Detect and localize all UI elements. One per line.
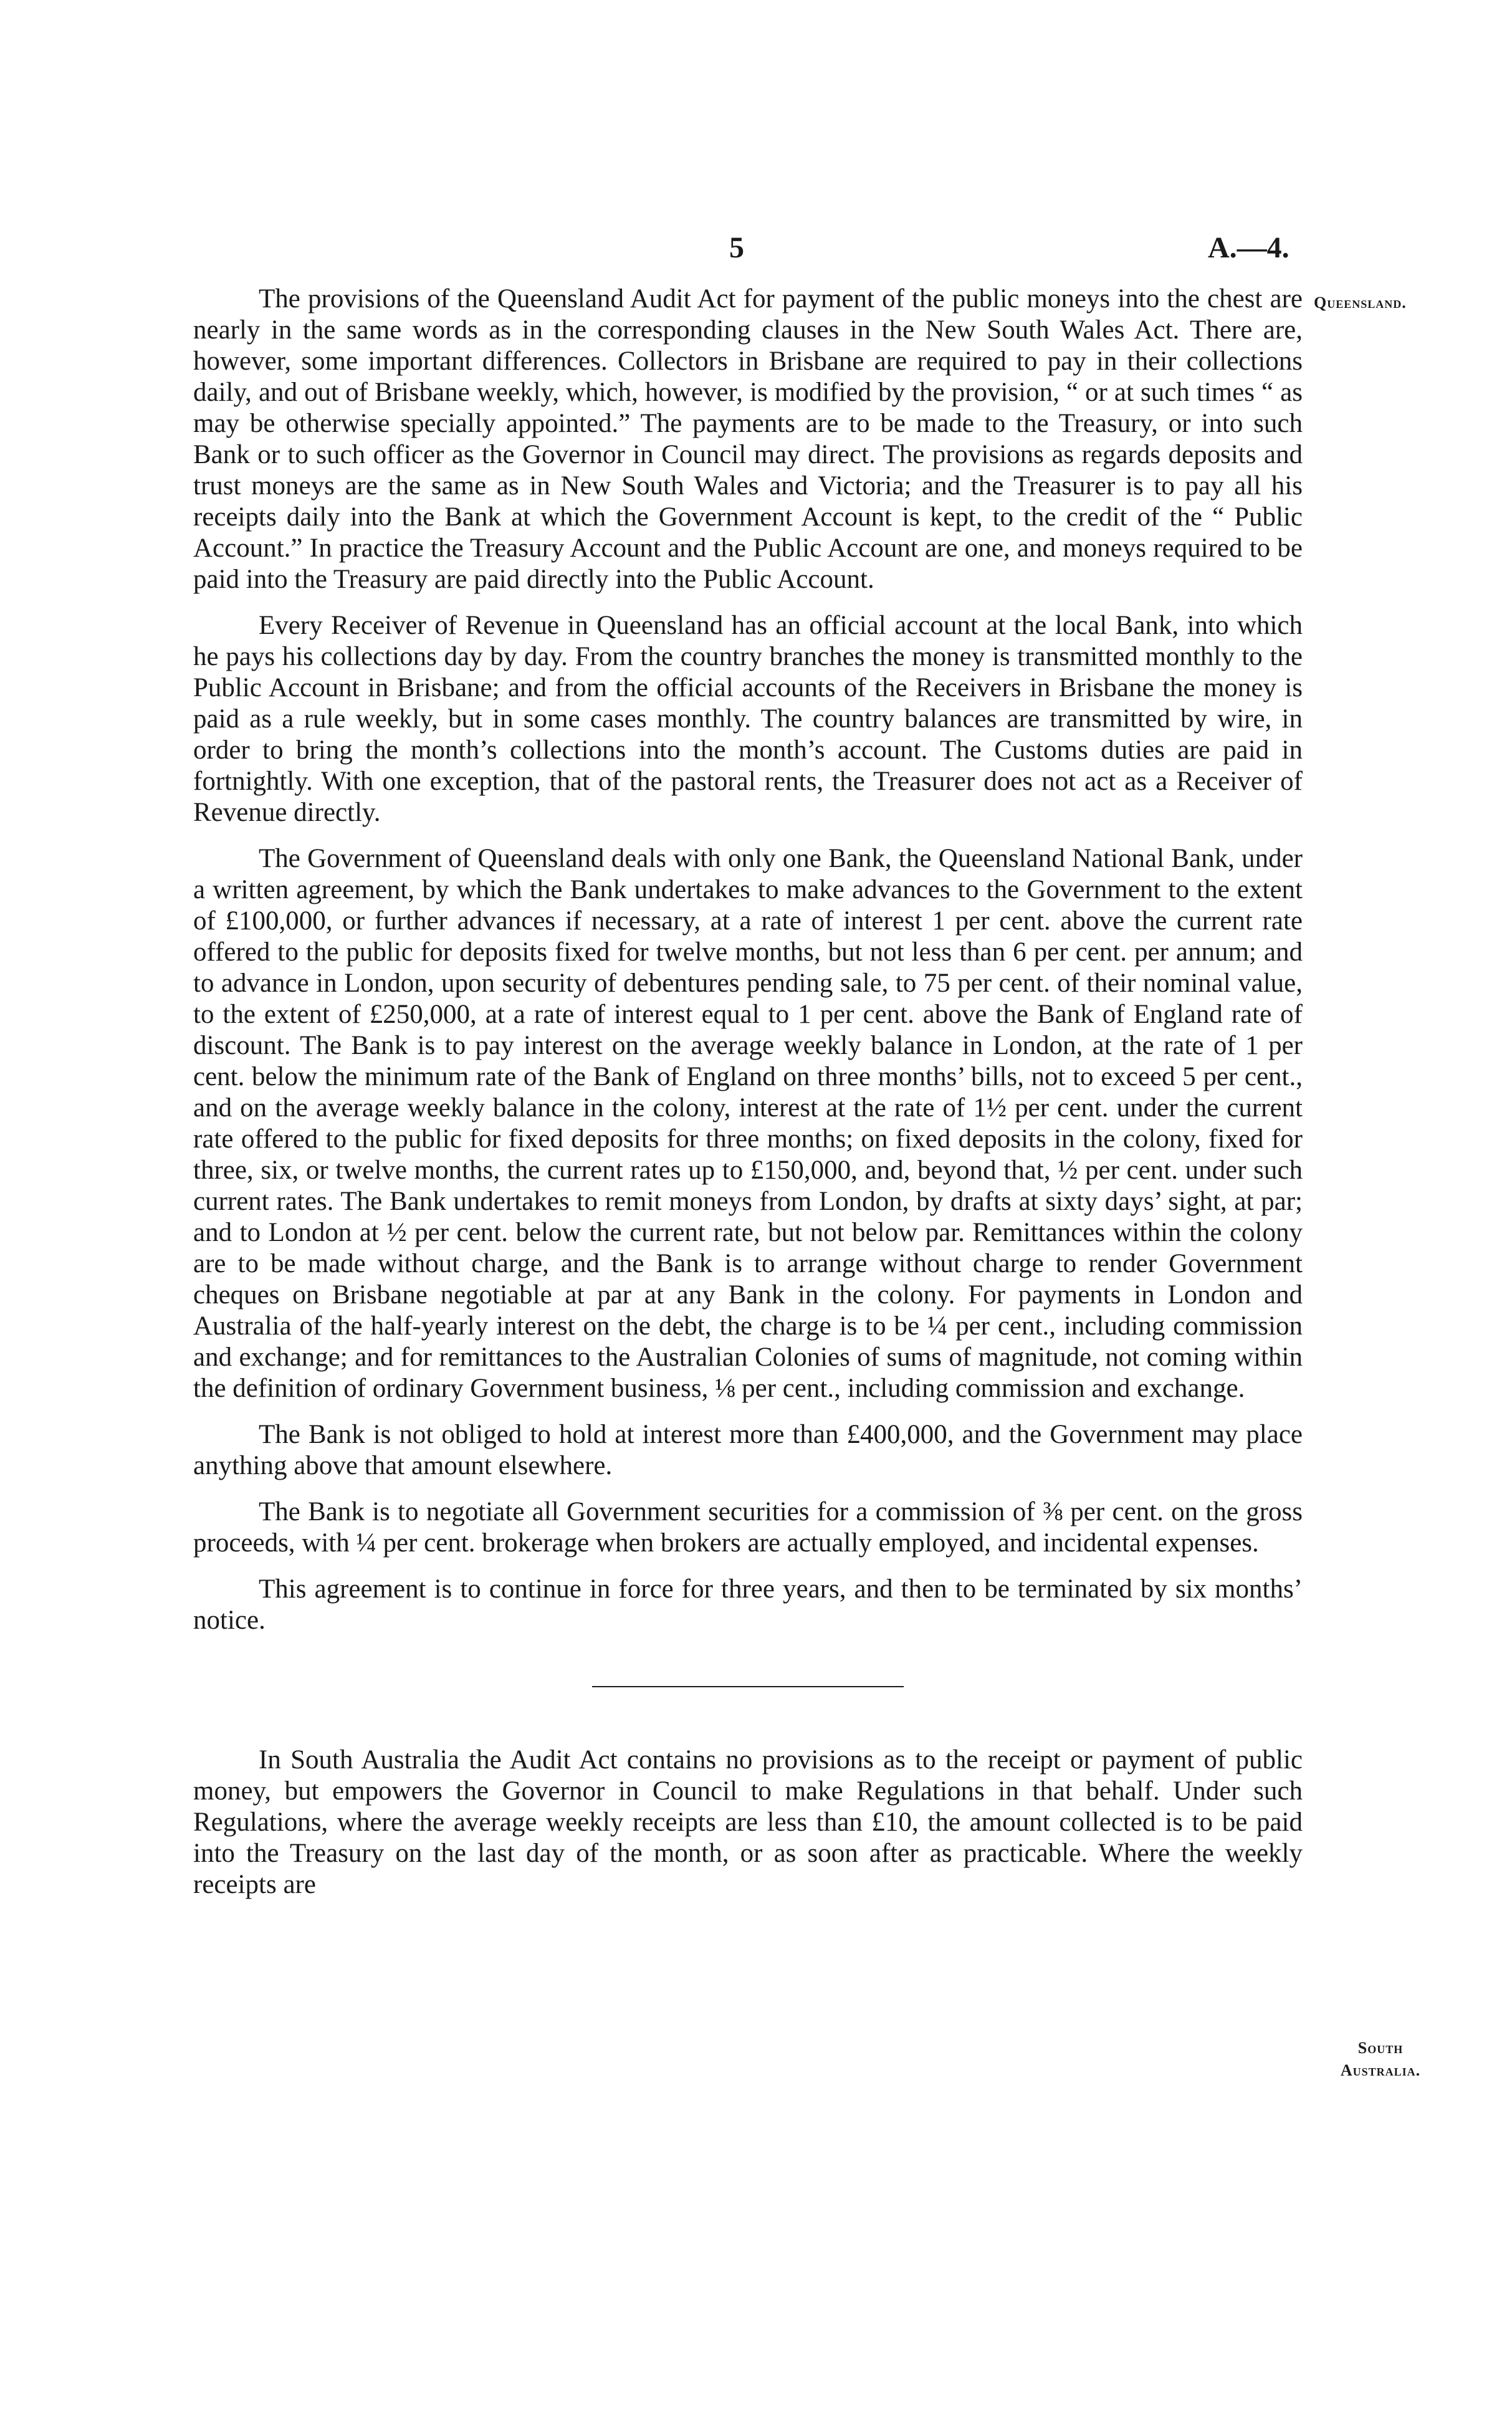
- paragraph-bank-agreement: The Government of Queensland deals with only one Bank, the Queensland National Bank, under a written agreement, by which the Bank undertakes to make advances to the Government to the extent of £100,000, or further advances if necessary, at a rate of interest 1 per cent. above the current rate offered to the public for deposits fixed for twelve months, but not less than 6 per cent. per annum; and to advance in London, upon security of debentures pending sale, to 75 per cent. of their nominal value, to the extent of £250,000, at a rate of interest equal to 1 per cent. above the Bank of England rate of discount. The Bank is to pay interest on the average weekly balance in London, at the rate of 1 per cent. below the minimum rate of the Bank of England on three months’ bills, not to exceed 5 per cent., and on the average weekly balance in the colony, interest at the rate of 1½ per cent. under the current rate offered to the public for fixed deposits for three months; on fixed deposits in the colony, fixed for three, six, or twelve months, the current rates up to £150,000, and, beyond that, ½ per cent. under such current rates. The Bank undertakes to remit moneys from London, by drafts at sixty days’ sight, at par; and to London at ½ per cent. below the current rate, but not below par. Remittances within the colony are to be made without charge, and the Bank is to arrange without charge to render Government cheques on Brisbane negotiable at par at any Bank in the colony. For payments in London and Australia of the half-yearly interest on the debt, the charge is to be ¼ per cent., including commission and exchange; and for remittances to the Australian Colonies of sums of magnitude, not coming within the definition of ordinary Government business, ⅛ per cent., including commission and exchange.: [193, 844, 1303, 1403]
- body-text: [193, 284, 1303, 1915]
- paragraph-securities-commission: The Bank is to negotiate all Government securities for a commission of ⅜ per cent. on the gross proceeds, with ¼ per cent. brokerage when brokers are actually employed, and incidental expenses.: [193, 1497, 1303, 1558]
- page-reference: A.—4.: [1208, 231, 1290, 264]
- paragraph-agreement-term: This agreement is to continue in force for three years, and then to be terminated by six months’ notice.: [193, 1574, 1303, 1635]
- paragraph-bank-interest-limit: The Bank is not obliged to hold at interest more than £400,000, and the Government may place anything above that amount elsewhere.: [193, 1420, 1303, 1480]
- page-number: 5: [729, 231, 744, 264]
- paragraph-south-australia: In South Australia the Audit Act contains no provisions as to the receipt or payment of public money, but empowers the Governor in Council to make Regulations in that behalf. Under such Regulations, where the average weekly receipts are less than £10, the amount collected is to be paid into the Treasury on the last day of the month, or as soon after as practicable. Where the weekly receipts are: [193, 1745, 1303, 1899]
- margin-note-south-australia: [1306, 2037, 1455, 2082]
- margin-note-south-line2: Australia.: [1340, 2061, 1421, 2079]
- margin-note-south-line1: South: [1357, 2039, 1404, 2057]
- margin-note-queensland: Queensland.: [1314, 294, 1407, 312]
- paragraph-receiver-of-revenue: Every Receiver of Revenue in Queensland has an official account at the local Bank, into which he pays his collections day by day. From the country branches the money is transmitted monthly to the Public Account in Brisbane; and from the official accounts of the Receivers in Brisbane the money is paid as a rule weekly, but in some cases monthly. The country balances are transmitted by wire, in order to bring the month’s collections into the month’s account. The Customs duties are paid in fortnightly. With one exception, that of the pastoral rents, the Treasurer does not act as a Receiver of Revenue directly.: [193, 611, 1303, 827]
- section-divider: [592, 1686, 904, 1687]
- paragraph-queensland-audit-act: The provisions of the Queensland Audit Act for payment of the public moneys into the chest are nearly in the same words as in the corresponding clauses in the New South Wales Act. There are, however, some important differences. Collectors in Brisbane are required to pay in their collections daily, and out of Brisbane weekly, which, however, is modified by the provision, “ or at such times “ as may be otherwise specially appointed.” The payments are to be made to the Treasury, or into such Bank or to such officer as the Governor in Council may direct. The provisions as regards deposits and trust moneys are the same as in New South Wales and Victoria; and the Treasurer is to pay all his receipts daily into the Bank at which the Government Account is kept, to the credit of the “ Public Account.” In practice the Treasury Account and the Public Account are one, and moneys required to be paid into the Treasury are paid directly into the Public Account.: [193, 284, 1303, 594]
